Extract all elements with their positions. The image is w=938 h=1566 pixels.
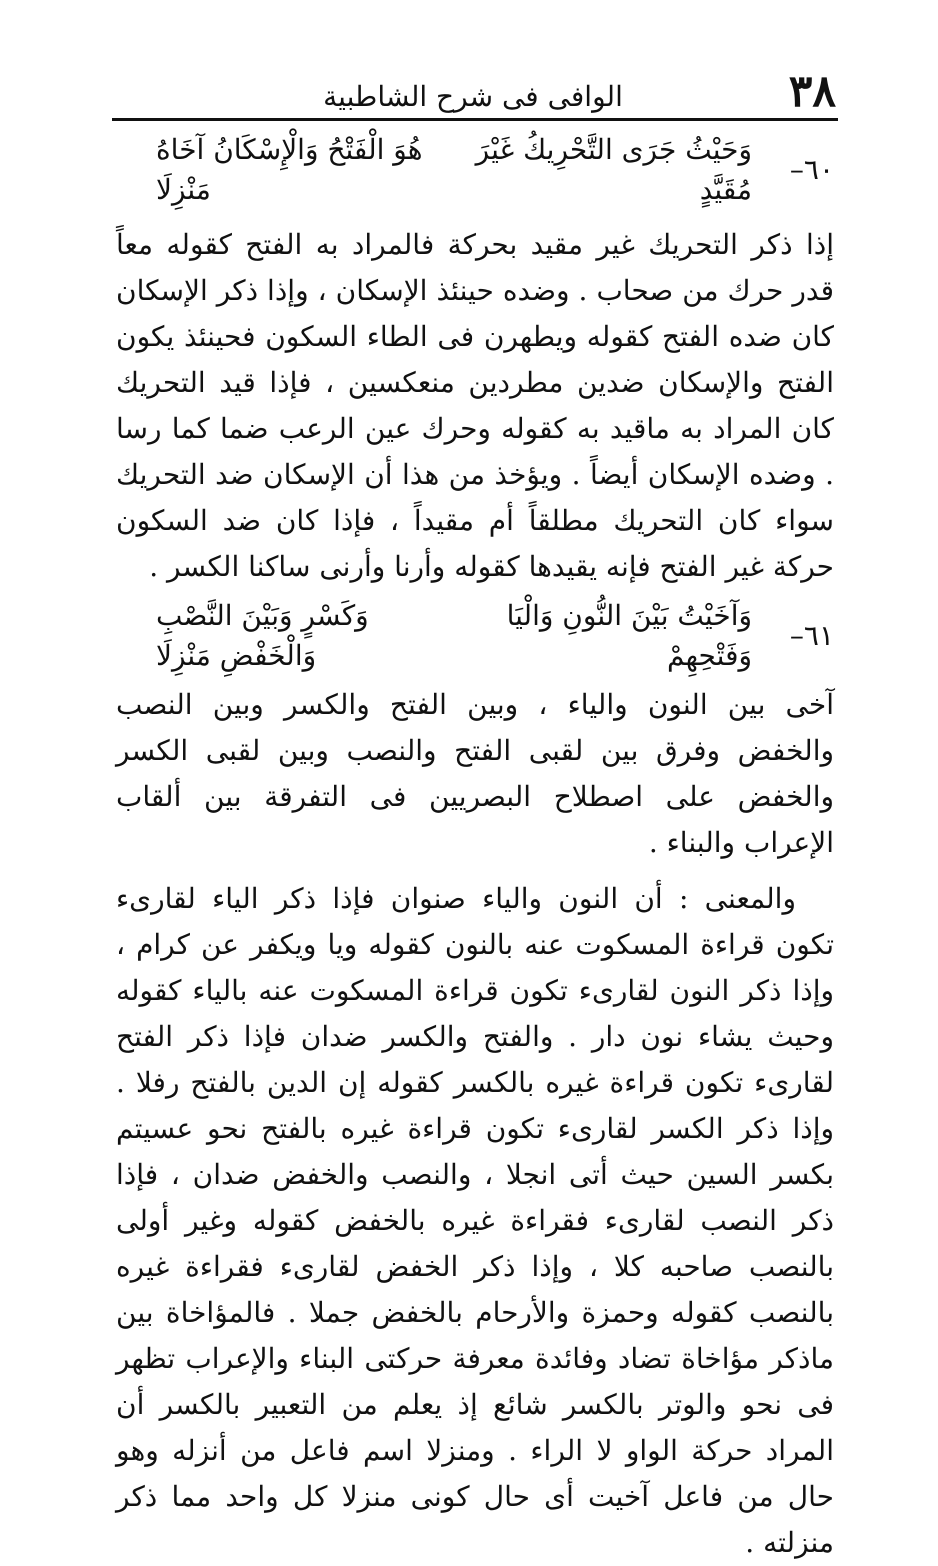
- verse-second-hemistich: هُوَ الْفَتْحُ وَالْإِسْكَانُ آخَاهُ مَنْزِلَا: [156, 133, 423, 206]
- verse-second-hemistich: وَكَسْرٍ وَبَيْنَ النَّصْبِ وَالْخَفْضِ مَنْزِلَا: [156, 599, 369, 672]
- page-header: [108, 60, 838, 118]
- page-body: [116, 130, 834, 1566]
- verse-number: ٦٠–: [789, 153, 834, 186]
- commentary-paragraph: إذا ذكر التحريك غير مقيد بحركة فالمراد به الفتح كقوله معاً قدر حرك من صحاب . وضده حينئذ الإسكان ، وإذا ذكر الإسكان كان ضده الفتح كقوله ويطهرن فى الطاء السكون فحينئذ يكون الفتح والإسكان ضدين مطردين منعكسين ، فإذا قيد التحريك كان المراد به ماقيد به كقوله وحرك عين الرعب ضما كما رسا . وضده الإسكان أيضاً . ويؤخذ من هذا أن الإسكان ضد التحريك سواء كان التحريك مطلقاً أم مقيداً ، فإذا كان ضد السكون حركة غير الفتح فإنه يقيدها كقوله وأرنا وأرنى ساكنا الكسر .: [116, 228, 834, 583]
- verse-60: [116, 130, 834, 210]
- commentary-paragraph: آخى بين النون والياء ، وبين الفتح والكسر وبين النصب والخفض وفرق بين لقبى الفتح والنصب وبين لقبى الكسر والخفض على اصطلاح البصريين فى التفرقة بين ألقاب الإعراب والبناء .: [116, 688, 834, 859]
- verse-number: ٦١–: [789, 619, 834, 652]
- running-title: الوافى فى شرح الشاطبية: [323, 80, 623, 113]
- verse-61: [116, 596, 834, 676]
- verse-first-hemistich: وَحَيْثُ جَرَى التَّحْرِيكُ غَيْرَ مُقَيَّدٍ: [475, 133, 752, 206]
- header-rule: [112, 118, 838, 121]
- page-number: ٣٨: [788, 66, 836, 117]
- commentary-paragraph: والمعنى : أن النون والياء صنوان فإذا ذكر الياء لقارىء تكون قراءة المسكوت عنه بالنون كقوله ويا ويكفر عن كرام ، وإذا ذكر النون لقارىء تكون قراءة المسكوت عنه بالياء كقوله وحيث يشاء نون دار . والفتح والكسر ضدان فإذا ذكر الفتح لقارىء تكون قراءة غيره بالكسر كقوله إن الدين بالفتح رفلا . وإذا ذكر الكسر لقارىء تكون قراءة غيره بالفتح نحو عسيتم بكسر السين حيث أتى انجلا ، والنصب والخفض ضدان ، فإذا ذكر النصب لقارىء فقراءة غيره بالخفض كقوله وغير أولى بالنصب صاحبه كلا ، وإذا ذكر الخفض لقارىء فقراءة غيره بالنصب كقوله وحمزة والأرحام بالخفض جملا . فالمؤاخاة بين ماذكر مؤاخاة تضاد وفائدة معرفة حركتى البناء والإعراب تظهر فى نحو والوتر بالكسر شائع إذ يعلم من التعبير بالكسر أن المراد حركة الواو لا الراء . ومنزلا اسم فاعل من أنزله وهو حال من فاعل آخيت أى حال كونى منزلا كل واحد مما ذكر منزلته .: [116, 882, 834, 1559]
- verse-first-hemistich: وَآخَيْتُ بَيْنَ النُّونِ وَالْيَا وَفَتْحِهِمْ: [506, 599, 752, 672]
